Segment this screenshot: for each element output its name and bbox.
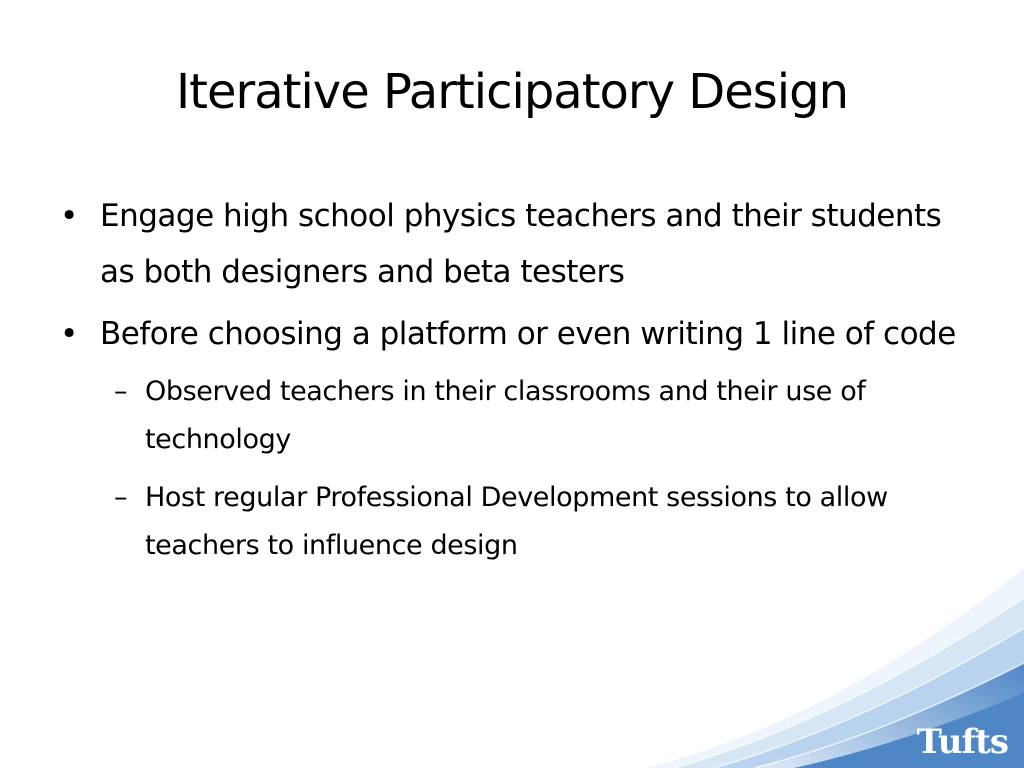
bullet-item (60, 188, 980, 300)
sub-bullet-list (100, 368, 980, 570)
bullet-text: Engage high school physics teachers and their students as both designers and beta testers (100, 198, 942, 290)
sub-bullet-item (100, 368, 980, 464)
bullet-list (60, 188, 980, 580)
sub-bullet-text: Observed teachers in their classrooms and their use of technology (145, 376, 866, 455)
bullet-marker: • (60, 198, 78, 234)
sub-bullet-item (100, 474, 980, 570)
bullet-marker: • (60, 316, 78, 352)
tufts-logo: Tufts (916, 722, 1008, 762)
sub-bullet-text: Host regular Professional Development sessions to allow teachers to influence design (145, 482, 888, 561)
bullet-item (60, 306, 980, 570)
dash-marker: – (114, 376, 128, 407)
dash-marker: – (114, 482, 128, 513)
slide-title: Iterative Participatory Design (175, 64, 849, 120)
bullet-text: Before choosing a platform or even writing 1 line of code (100, 316, 956, 352)
